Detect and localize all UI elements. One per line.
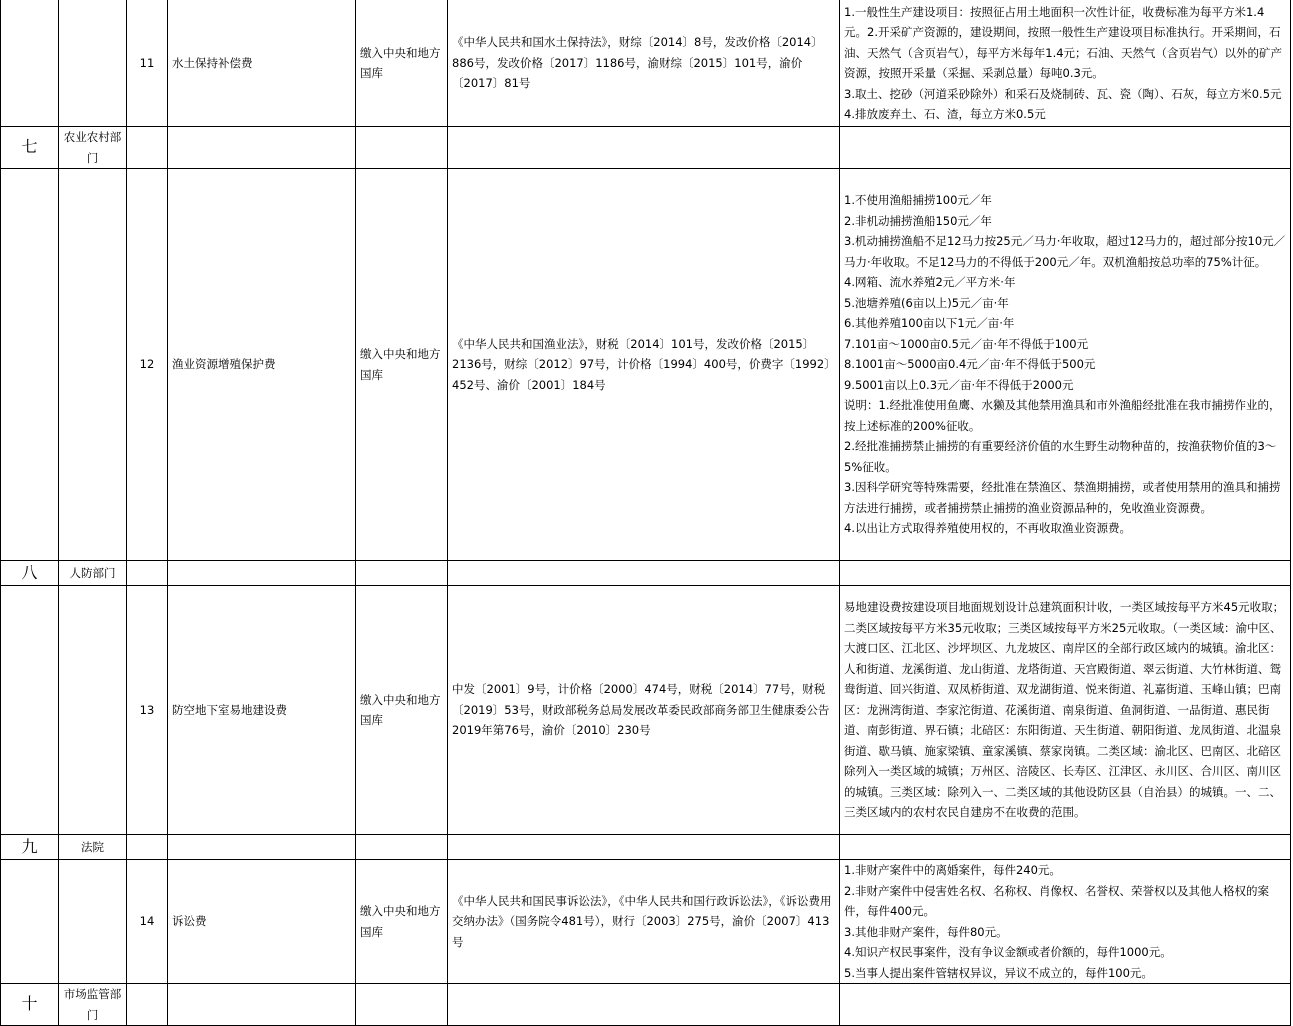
standard-line: 1.一般性生产建设项目：按照征占用土地面积一次性计征，收费标准为每平方米1.4元。2.开采矿产资源的，建设期间，按照一般性生产建设项目标准执行。开采期间，石油、天然气（含页岩气），每平方米每年1.4元；石油、天然气（含页岩气）以外的矿产资源，按照开采量（采掘、采剥总量）每吨0.3元。	[844, 4, 1283, 80]
standard-line: 4.网箱、流水养殖2元／平方米·年	[844, 275, 1016, 290]
standard-line: 5.当事人提出案件管辖权异议，异议不成立的，每件100元。	[844, 965, 1153, 980]
legal-basis: 《中华人民共和国水土保持法》，财综〔2014〕8号，发改价格〔2014〕886号，发改价格〔2017〕1186号，渝财综〔2015〕101号，渝价〔2017〕81号	[448, 0, 840, 127]
fund-destination: 缴入中央和地方国库	[356, 0, 448, 127]
legal-basis: 中发〔2001〕9号，计价格〔2000〕474号，财税〔2014〕77号，财税〔2019〕53号，财政部税务总局发展改革委民政部商务部卫生健康委公告2019年第76号，渝价〔2010〕230号	[448, 586, 840, 835]
empty-cell	[127, 127, 168, 169]
item-number: 11	[127, 0, 168, 127]
table-row	[1, 169, 1291, 561]
empty-cell	[840, 835, 1291, 860]
seq-cell	[1, 586, 59, 835]
dept-name: 人防部门	[59, 561, 127, 586]
standard-line: 9.5001亩以上0.3元／亩·年不得低于2000元	[844, 377, 1074, 392]
dept-cell	[59, 860, 127, 984]
empty-cell	[127, 561, 168, 586]
empty-cell	[168, 984, 356, 1026]
dept-row	[1, 835, 1291, 860]
fund-destination: 缴入中央和地方国库	[356, 860, 448, 984]
standard-line: 5.池塘养殖(6亩以上)5元／亩·年	[844, 295, 1009, 310]
dept-seq-number: 十	[1, 984, 59, 1026]
dept-row	[1, 127, 1291, 169]
standard-line: 2.非机动捕捞渔船150元／年	[844, 213, 992, 228]
empty-cell	[356, 561, 448, 586]
empty-cell	[356, 127, 448, 169]
dept-row	[1, 984, 1291, 1026]
fee-name: 渔业资源增殖保护费	[168, 169, 356, 561]
standard-line: 说明：1.经批准使用鱼鹰、水獭及其他禁用渔具和市外渔船经批准在我市捕捞作业的，按上述标准的200%征收。	[844, 398, 1281, 433]
item-number: 12	[127, 169, 168, 561]
dept-name: 法院	[59, 835, 127, 860]
dept-name: 市场监管部门	[59, 984, 127, 1026]
fund-destination: 缴入中央和地方国库	[356, 586, 448, 835]
legal-basis: 《中华人民共和国民事诉讼法》，《中华人民共和国行政诉讼法》，《诉讼费用交纳办法》（国务院令481号），财行〔2003〕275号，渝价〔2007〕413号	[448, 860, 840, 984]
empty-cell	[356, 835, 448, 860]
empty-cell	[448, 984, 840, 1026]
table-row	[1, 0, 1291, 127]
standard-line: 8.1001亩～5000亩0.4元／亩·年不得低于500元	[844, 357, 1096, 372]
dept-seq-number: 九	[1, 835, 59, 860]
empty-cell	[448, 835, 840, 860]
standard-line: 3.因科学研究等特殊需要，经批准在禁渔区、禁渔期捕捞，或者使用禁用的渔具和捕捞方法进行捕捞，或者捕捞禁止捕捞的渔业资源品种的，免收渔业资源费。	[844, 480, 1281, 515]
standard-line: 3.机动捕捞渔船不足12马力按25元／马力·年收取，超过12马力的，超过部分按10元／马力·年收取。不足12马力的不得低于200元／年。双机渔船按总功率的75%计征。	[844, 234, 1286, 269]
standard-line: 6.其他养殖100亩以下1元／亩·年	[844, 316, 1015, 331]
empty-cell	[168, 835, 356, 860]
standard-line: 3.其他非财产案件，每件80元。	[844, 924, 1008, 939]
standard-line: 2.非财产案件中侵害姓名权、名称权、肖像权、名誉权、荣誉权以及其他人格权的案件，每件400元。	[844, 883, 1269, 918]
fee-standard	[840, 860, 1291, 984]
dept-row	[1, 561, 1291, 586]
fee-name: 防空地下室易地建设费	[168, 586, 356, 835]
dept-cell	[59, 0, 127, 127]
standard-line: 1.不使用渔船捕捞100元／年	[844, 193, 992, 208]
table-row	[1, 860, 1291, 984]
standard-line: 7.101亩～1000亩0.5元／亩·年不得低于100元	[844, 336, 1089, 351]
fee-name: 水土保持补偿费	[168, 0, 356, 127]
item-number: 13	[127, 586, 168, 835]
item-number: 14	[127, 860, 168, 984]
standard-line: 3.取土、挖砂（河道采砂除外）和采石及烧制砖、瓦、瓷（陶）、石灰，每立方米0.5元4.排放废弃土、石、渣，每立方米0.5元	[844, 86, 1282, 121]
table-row	[1, 586, 1291, 835]
dept-seq-number: 七	[1, 127, 59, 169]
fee-name: 诉讼费	[168, 860, 356, 984]
fee-standard	[840, 169, 1291, 561]
empty-cell	[168, 127, 356, 169]
empty-cell	[840, 561, 1291, 586]
seq-cell	[1, 0, 59, 127]
empty-cell	[840, 984, 1291, 1026]
empty-cell	[448, 561, 840, 586]
dept-seq-number: 八	[1, 561, 59, 586]
dept-cell	[59, 169, 127, 561]
empty-cell	[448, 127, 840, 169]
fee-standard	[840, 0, 1291, 127]
legal-basis: 《中华人民共和国渔业法》，财税〔2014〕101号，发改价格〔2015〕2136号，财综〔2012〕97号，计价格〔1994〕400号，价费字〔1992〕452号、渝价〔2001〕184号	[448, 169, 840, 561]
seq-cell	[1, 169, 59, 561]
empty-cell	[127, 984, 168, 1026]
standard-line: 4.知识产权民事案件，没有争议金额或者价额的，每件1000元。	[844, 945, 1172, 959]
fund-destination: 缴入中央和地方国库	[356, 169, 448, 561]
empty-cell	[127, 835, 168, 860]
standard-line: 2.经批准捕捞禁止捕捞的有重要经济价值的水生野生动物种苗的，按渔获物价值的3～5%征收。	[844, 439, 1277, 474]
empty-cell	[356, 984, 448, 1026]
standard-line: 易地建设费按建设项目地面规划设计总建筑面积计收，一类区域按每平方米45元收取；二类区域按每平方米35元收取；三类区域按每平方米25元收取。（一类区域：渝中区、大渡口区、江北区、沙坪坝区、九龙坡区、南岸区的全部行政区域内的城镇。渝北区：人和街道、龙溪街道、龙山街道、龙塔街道、天宫殿街道、翠云街道、大竹林街道、鸳鸯街道、回兴街道、双凤桥街道、双龙湖街道、悦来街道、礼嘉街道、玉峰山镇；巴南区：龙洲湾街道、李家沱街道、花溪街道、南泉街道、鱼洞街道、一品街道、惠民街道、南彭街道、界石镇；北碚区：东阳街道、天生街道、朝阳街道、龙凤街道、北温泉街道、歇马镇、施家梁镇、童家溪镇、蔡家岗镇。二类区域：渝北区、巴南区、北碚区除列入一类区域的城镇；万州区、涪陵区、长寿区、江津区、永川区、合川区、南川区的城镇。三类区域：除列入一、二类区域的其他设防区县（自治县）的城镇。一、二、三类区域内的农村农民自建房不在收费的范围。	[844, 600, 1285, 820]
fee-standard	[840, 586, 1291, 835]
empty-cell	[840, 127, 1291, 169]
standard-line: 4.以出让方式取得养殖使用权的，不再收取渔业资源费。	[844, 521, 1131, 536]
dept-cell	[59, 586, 127, 835]
empty-cell	[168, 561, 356, 586]
standard-line: 1.非财产案件中的离婚案件，每件240元。	[844, 863, 1061, 877]
seq-cell	[1, 860, 59, 984]
dept-name: 农业农村部门	[59, 127, 127, 169]
